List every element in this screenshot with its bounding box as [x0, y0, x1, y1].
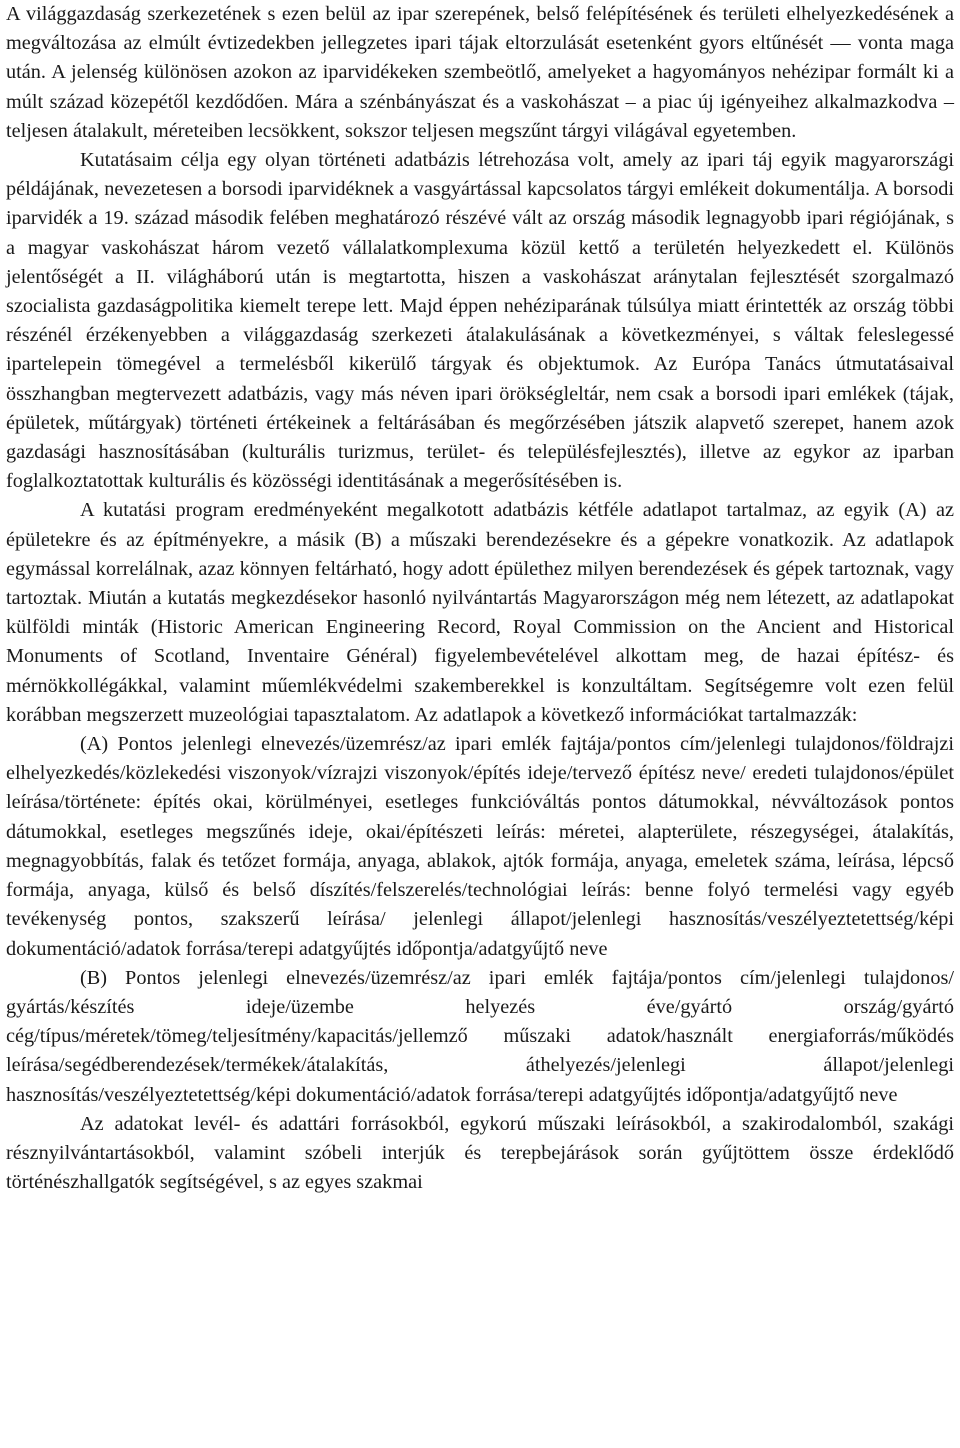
- paragraph-research-goal: Kutatásaim célja egy olyan történeti adatbázis létrehozása volt, amely az ipari táj egyik magyarországi példájának, nevezetesen a borsodi iparvidéknek a vasgyártással kapcsolatos tárgyi emlékeit dokumentálja. A borsodi iparvidék a 19. század második felében meghatározó részévé vált az ország második legnagyobb ipari régiójának, s a magyar vaskohászat három vezető vállalatkomplexuma közül kettő a területén helyezkedett el. Különös jelentőségét a II. világháború után is megtartotta, hiszen a vaskohászat aránytalan fejlesztését szorgalmazó szocialista gazdaságpolitika kiemelt terepe lett. Majd éppen nehéziparának túlsúlya miatt érintették az ország többi részénél érzékenyebben a világgazdaság szerkezeti átalakulásának a következményei, s váltak feleslegessé ipartelepein tömegével a termelésből kikerülő tárgyak és objektumok. Az Európa Tanács útmutatásaival összhangban megtervezett adatbázis, vagy más néven ipari örökségleltár, nem csak a borsodi ipari emlékek (tájak, épületek, műtárgyak) történeti értékeinek a feltárásában és megőrzésében játszik alapvető szerepet, hanem azok gazdasági hasznosításában (kulturális turizmus, terület- és településfejlesztés), illetve az egykor az iparban foglalkoztatottak kulturális és közösségi identitásának a megerősítésében is.: [6, 149, 954, 493]
- paragraph-database-description: A kutatási program eredményeként megalkotott adatbázis kétféle adatlapot tartalmaz, az egyik (A) az épületekre és az építményekre, a másik (B) a műszaki berendezésekre és a gépekre vonatkozik. Az adatlapok egymással korrelálnak, azaz könnyen feltárható, hogy adott épülethez milyen berendezések és gépek tartoznak, vagy tartoztak. Miután a kutatás megkezdésekor hasonló nyilvántartás Magyarországon még nem létezett, az adatlapokat külföldi minták (Historic American Engineering Record, Royal Commission on the Ancient and Historical Monuments of Scotland, Inventaire Général) figyelembevételével alkottam meg, de hazai építész- és mérnökkollégákkal, valamint műemlékvédelmi szakemberekkel is konzultáltam. Segítségemre volt ezen felül korábban megszerzett muzeológiai tapasztalatom. Az adatlapok a következő információkat tartalmazzák:: [6, 499, 954, 726]
- paragraph-datasheet-a: (A) Pontos jelenlegi elnevezés/üzemrész/az ipari emlék fajtája/pontos cím/jelenlegi tulajdonos/földrajzi elhelyezkedés/közlekedési viszonyok/vízrajzi viszonyok/építés ideje/tervező építész neve/ eredeti tulajdonos/épület leírása/története: építés okai, körülményei, esetleges funkcióváltás pontos dátumokkal, névváltozások pontos dátumokkal, esetleges megszűnés ideje, okai/építészeti leírás: méretei, alapterülete, részegységei, átalakítás, megnagyobbítás, falak és tetőzet formája, anyaga, ablakok, ajtók formája, anyaga, emeletek száma, leírása, lépcső formája, anyaga, külső és belső díszítés/felszerelés/technológiai leírás: benne folyó termelési vagy egyéb tevékenység pontos, szakszerű leírása/ jelenlegi állapot/jelenlegi hasznosítás/veszélyeztetettség/képi dokumentáció/adatok forrása/terepi adatgyűjtés időpontja/adatgyűjtő neve: [6, 733, 954, 960]
- paragraph-datasheet-b: (B) Pontos jelenlegi elnevezés/üzemrész/az ipari emlék fajtája/pontos cím/jelenlegi tulajdonos/ gyártás/készítés ideje/üzembe helyezés éve/gyártó ország/gyártó cég/típus/méretek/tömeg/teljesítmény/kapacitás/jellemző műszaki adatok/használt energiaforrás/működés leírása/segédberendezések/termékek/átalakítás, áthelyezés/jelenlegi állapot/jelenlegi hasznosítás/veszélyeztetettség/képi dokumentáció/adatok forrása/terepi adatgyűjtés időpontja/adatgyűjtő neve: [6, 966, 954, 1106]
- paragraph-intro: A világgazdaság szerkezetének s ezen belül az ipar szerepének, belső felépítésének és területi elhelyezkedésének a megváltozása az elmúlt évtizedekben jellegzetes ipari tájak eltorzulását esetenként gyors eltűnését — vonta maga után. A jelenség különösen azokon az iparvidékeken szembeötlő, amelyeket a hagyományos nehézipar formált ki a múlt század közepétől kezdődően. Mára a szénbányászat és a vaskohászat – a piac új igényeihez alkalmazkodva – teljesen átalakult, méreteiben lecsökkent, sokszor teljesen megszűnt tárgyi világával egyetemben.: [6, 3, 954, 142]
- paragraph-data-sources: Az adatokat levél- és adattári forrásokból, egykorú műszaki leírásokból, a szakirodalomból, szakági résznyilvántartásokból, valamint szóbeli interjúk és terepbejárások során gyűjtöttem össze érdeklődő történészhallgatók segítségével, s az egyes szakmai: [6, 1112, 954, 1194]
